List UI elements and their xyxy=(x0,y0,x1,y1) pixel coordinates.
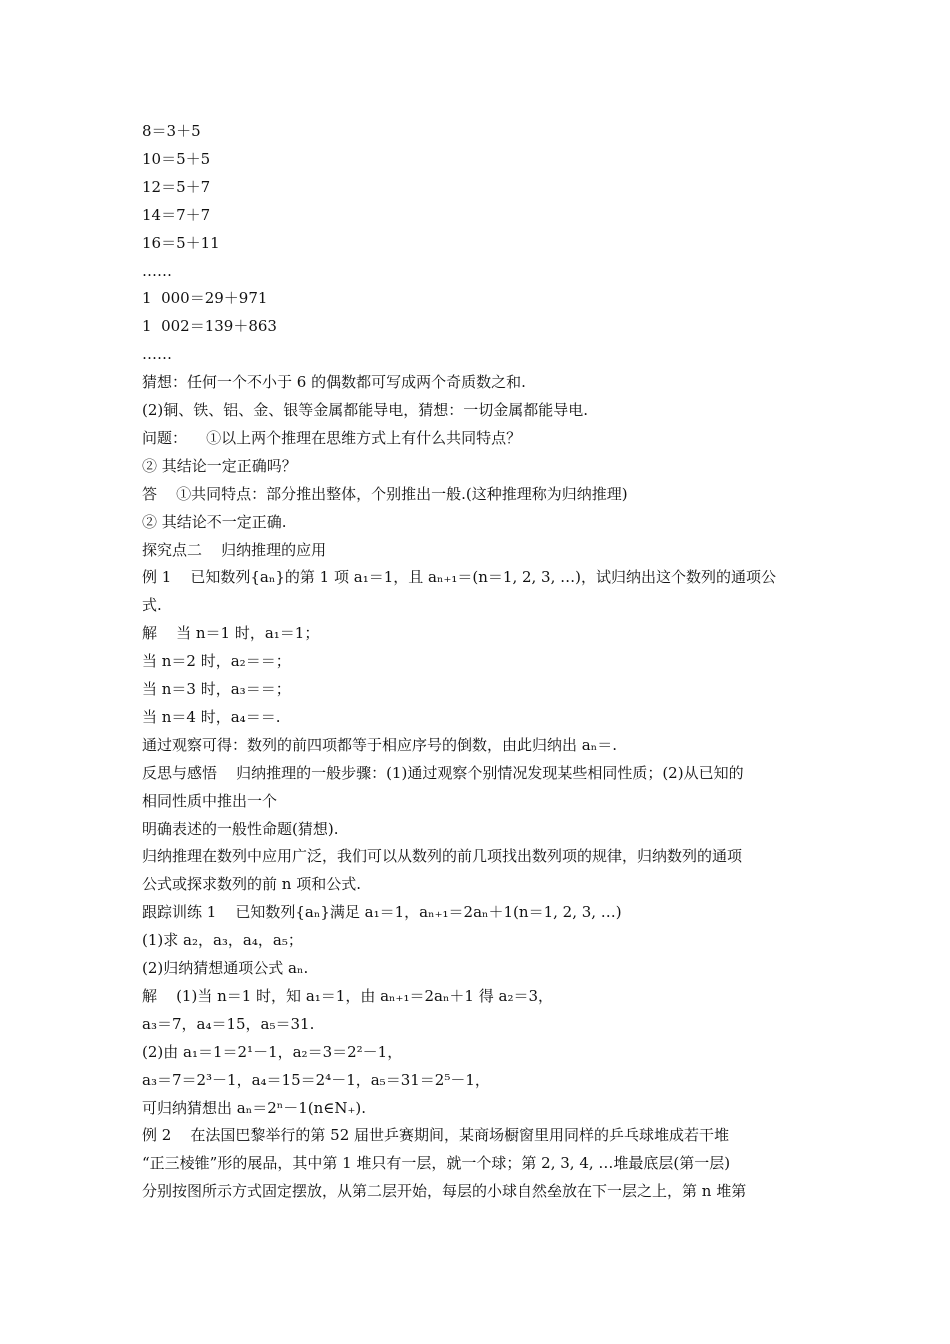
text-line: 14＝7＋7 xyxy=(142,206,211,224)
text-line: (2)归纳猜想通项公式 aₙ. xyxy=(142,959,309,977)
text-line: 公式或探求数列的前 n 项和公式. xyxy=(142,875,361,893)
text-line: 当 n＝2 时，a₂＝＝； xyxy=(142,652,291,670)
text-line: a₃＝7，a₄＝15，a₅＝31. xyxy=(142,1015,315,1033)
text-line: (1)求 a₂，a₃，a₄，a₅； xyxy=(142,931,303,949)
text-line: 猜想：任何一个不小于 6 的偶数都可写成两个奇质数之和. xyxy=(142,373,526,391)
text-line: …… xyxy=(142,345,172,363)
text-line: 问题： ①以上两个推理在思维方式上有什么共同特点？ xyxy=(142,429,522,447)
text-line: 可归纳猜想出 aₙ＝2ⁿ－1(n∈N₊). xyxy=(142,1099,367,1117)
text-line: (2)由 a₁＝1＝2¹－1，a₂＝3＝2²－1， xyxy=(142,1043,403,1061)
text-line: 相同性质中推出一个 xyxy=(142,792,278,810)
text-line: 明确表述的一般性命题(猜想). xyxy=(142,820,339,838)
text-line: 解 (1)当 n＝1 时，知 a₁＝1，由 aₙ₊₁＝2aₙ＋1 得 a₂＝3， xyxy=(142,987,554,1005)
text-line: “正三棱锥”形的展品，其中第 1 堆只有一层，就一个球；第 2, 3, 4, …堆最底层(第一层) xyxy=(142,1154,731,1172)
text-line: 归纳推理在数列中应用广泛，我们可以从数列的前几项找出数列项的规律，归纳数列的通项 xyxy=(142,847,743,865)
text-line: a₃＝7＝2³－1，a₄＝15＝2⁴－1，a₅＝31＝2⁵－1， xyxy=(142,1071,490,1089)
text-line: 16＝5＋11 xyxy=(142,234,220,252)
text-line: 解 当 n＝1 时，a₁＝1； xyxy=(142,624,320,642)
text-line: 当 n＝3 时，a₃＝＝； xyxy=(142,680,291,698)
text-line: 反思与感悟 归纳推理的一般步骤：(1)通过观察个别情况发现某些相同性质；(2)从已知的 xyxy=(142,764,744,782)
text-line: 8＝3＋5 xyxy=(142,122,201,140)
text-line: 跟踪训练 1 已知数列{aₙ}满足 a₁＝1，aₙ₊₁＝2aₙ＋1(n＝1, 2, 3, …) xyxy=(142,903,622,921)
text-line: 答 ①共同特点：部分推出整体，个别推出一般.(这种推理称为归纳推理) xyxy=(142,485,628,503)
text-line: 例 1 已知数列{aₙ}的第 1 项 a₁＝1，且 aₙ₊₁＝(n＝1, 2, 3, …)，试归纳出这个数列的通项公 xyxy=(142,568,776,586)
text-line: (2)铜、铁、铝、金、银等金属都能导电，猜想：一切金属都能导电. xyxy=(142,401,589,419)
text-line: 式. xyxy=(142,596,162,614)
text-line: 探究点二 归纳推理的应用 xyxy=(142,541,327,559)
text-line: 1 002＝139＋863 xyxy=(142,317,277,335)
text-line: 例 2 在法国巴黎举行的第 52 届世乒赛期间，某商场橱窗里用同样的乒乓球堆成若干堆 xyxy=(142,1126,730,1144)
text-line: 分别按图所示方式固定摆放，从第二层开始，每层的小球自然垒放在下一层之上，第 n 堆第 xyxy=(142,1182,747,1200)
text-line: ② 其结论不一定正确. xyxy=(142,513,287,531)
text-line: …… xyxy=(142,262,172,280)
text-line: 10＝5＋5 xyxy=(142,150,211,168)
text-line: 12＝5＋7 xyxy=(142,178,211,196)
text-line: ② 其结论一定正确吗？ xyxy=(142,457,297,475)
text-line: 1 000＝29＋971 xyxy=(142,289,268,307)
text-line: 当 n＝4 时，a₄＝＝. xyxy=(142,708,281,726)
text-line: 通过观察可得：数列的前四项都等于相应序号的倒数，由此归纳出 aₙ＝. xyxy=(142,736,617,754)
